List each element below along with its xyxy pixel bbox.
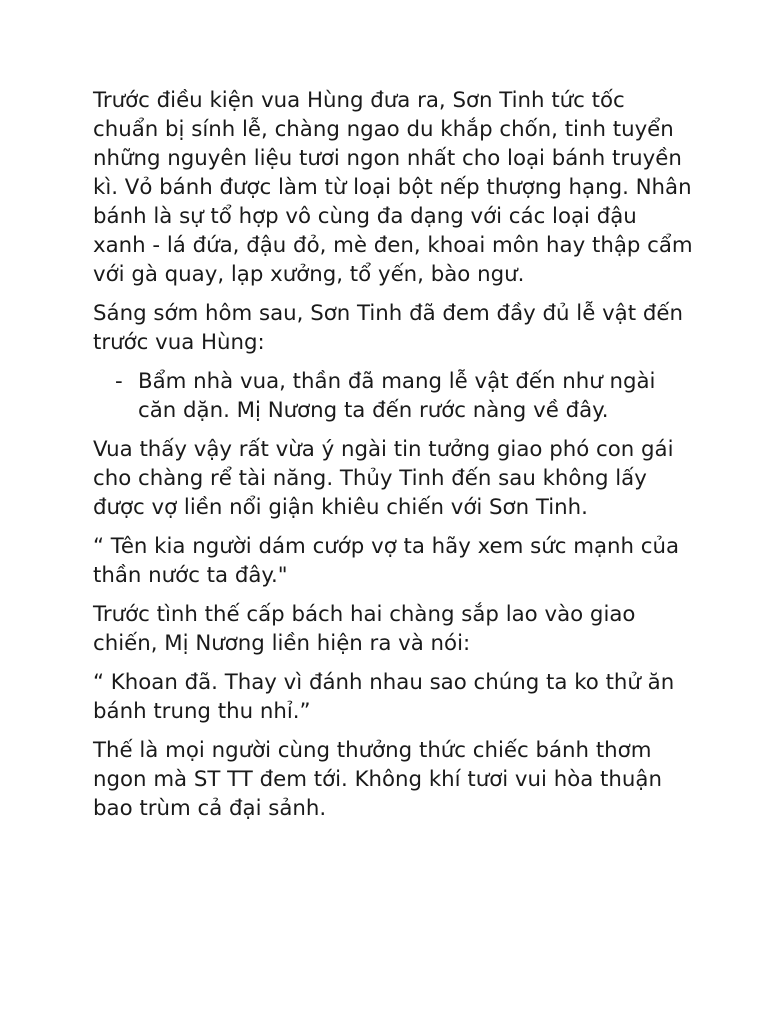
list-bullet: - bbox=[115, 369, 123, 394]
list-item bbox=[93, 367, 693, 425]
paragraph-5: Trước tình thế cấp bách hai chàng sắp lao vào giao chiến, Mị Nương liền hiện ra và nói: bbox=[93, 602, 636, 656]
dash-list bbox=[93, 367, 693, 425]
paragraph-7: Thế là mọi người cùng thưởng thức chiếc bánh thơm ngon mà ST TT đem tới. Không khí tươi vui hòa thuận bao trùm cả đại sảnh. bbox=[93, 738, 662, 821]
paragraph-6-quote: “ Khoan đã. Thay vì đánh nhau sao chúng ta ko thử ăn bánh trung thu nhỉ.” bbox=[93, 670, 675, 724]
paragraph-4-quote: “ Tên kia người dám cướp vợ ta hãy xem sức mạnh của thần nước ta đây." bbox=[93, 534, 680, 588]
list-item-text: Bẩm nhà vua, thần đã mang lễ vật đến như ngài căn dặn. Mị Nương ta đến rước nàng về đây. bbox=[138, 369, 656, 423]
paragraph-3: Vua thấy vậy rất vừa ý ngài tin tưởng giao phó con gái cho chàng rể tài năng. Thủy Tinh đến sau không lấy được vợ liền nổi giận khiêu chiến với Sơn Tinh. bbox=[93, 437, 674, 520]
paragraph-2: Sáng sớm hôm sau, Sơn Tinh đã đem đầy đủ lễ vật đến trước vua Hùng: bbox=[93, 301, 683, 355]
document-page bbox=[93, 86, 693, 833]
paragraph-1: Trước điều kiện vua Hùng đưa ra, Sơn Tinh tức tốc chuẩn bị sính lễ, chàng ngao du khắp chốn, tinh tuyển những nguyên liệu tươi ngon nhất cho loại bánh truyền kì. Vỏ bánh được làm từ loại bột nếp thượng hạng. Nhân bánh là sự tổ hợp vô cùng đa dạng với các loại đậu xanh - lá đứa, đậu đỏ, mè đen, khoai môn hay thập cẩm với gà quay, lạp xưởng, tổ yến, bào ngư. bbox=[93, 88, 693, 287]
